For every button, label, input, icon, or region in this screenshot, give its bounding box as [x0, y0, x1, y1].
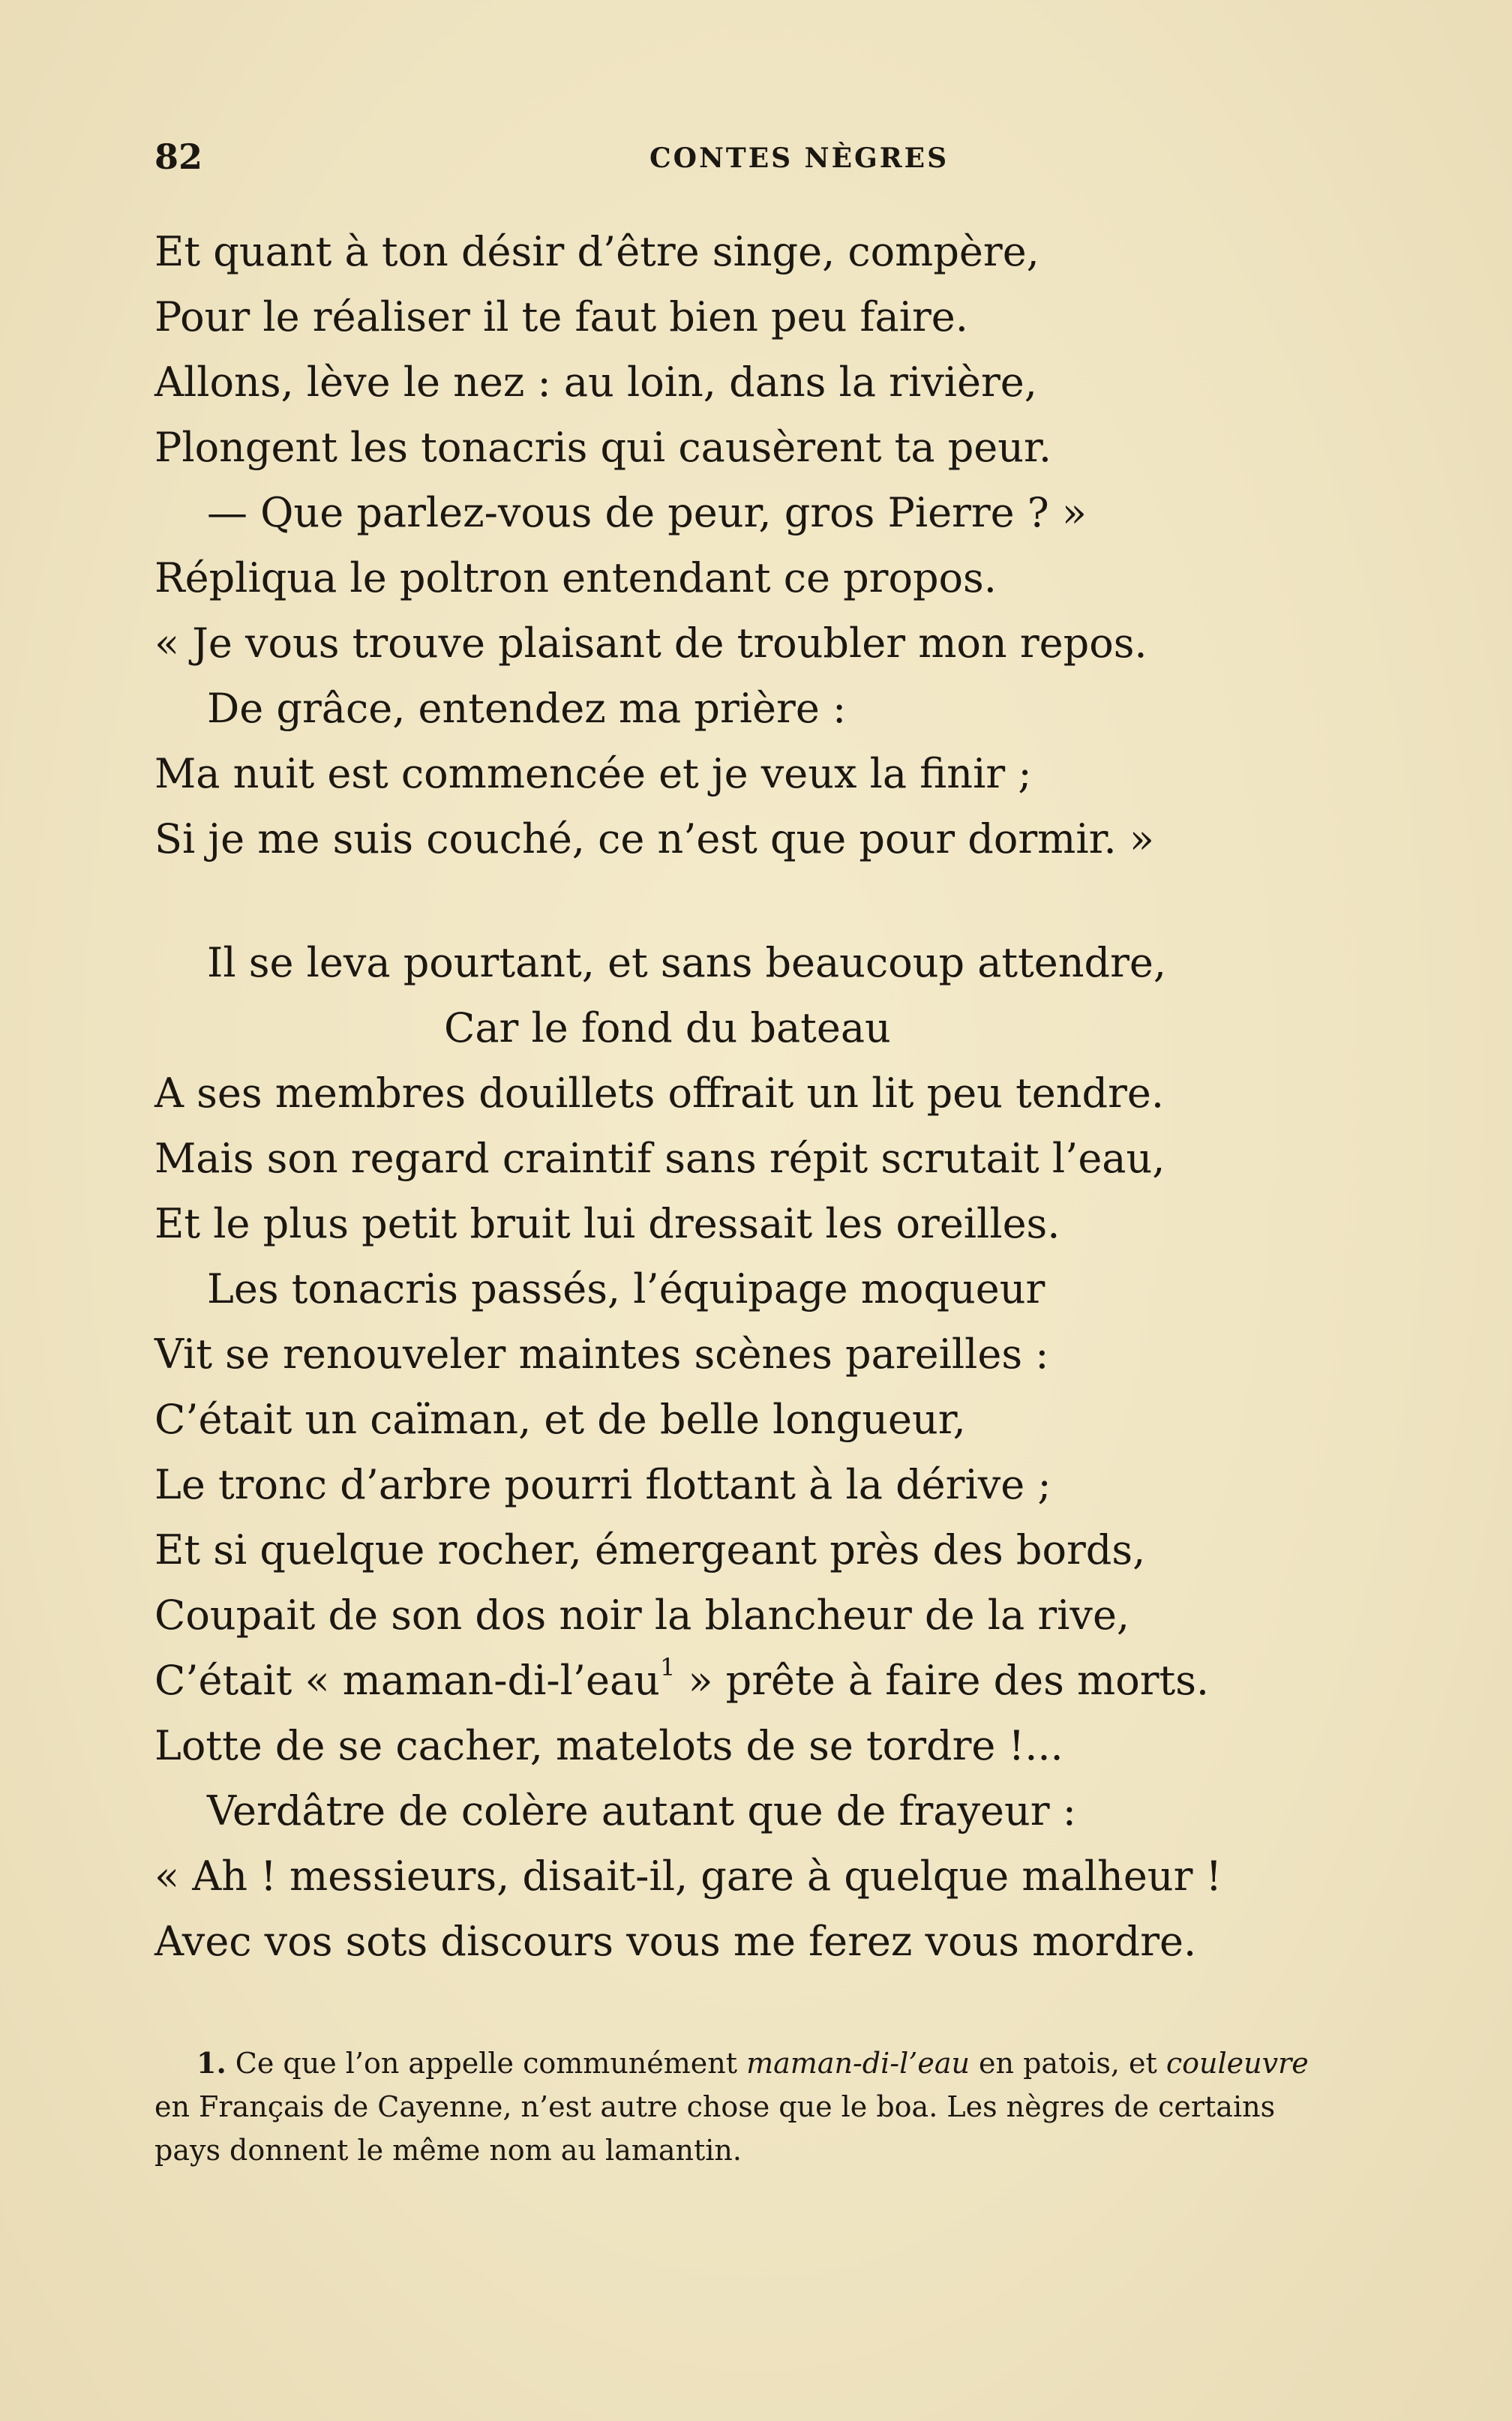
footnote-number: 1. [196, 2046, 226, 2080]
verse-line: « Je vous trouve plaisant de troubler mon repos. [154, 620, 1148, 667]
footnote-italic-term: couleuvre [1166, 2047, 1309, 2080]
verse-line: « Ah ! messieurs, disait-il, gare à quelque malheur ! [154, 1852, 1222, 1900]
footnote-text: Ce que l’on appelle communément [226, 2047, 747, 2080]
verse-line: Allons, lève le nez : au loin, dans la rivière, [154, 358, 1037, 406]
verse-line: Et quant à ton désir d’être singe, compère, [154, 228, 1040, 275]
verse-line: Les tonacris passés, l’équipage moqueur [207, 1265, 1046, 1312]
verse-line: Répliqua le poltron entendant ce propos. [154, 554, 997, 602]
page-header [154, 136, 1272, 182]
verse-line: Il se leva pourtant, et sans beaucoup attendre, [207, 939, 1167, 986]
footnote-italic-term: maman-di-l’eau [746, 2047, 970, 2080]
verse-line: Car le fond du bateau [444, 1004, 891, 1052]
verse-line: Si je me suis couché, ce n’est que pour dormir. » [154, 815, 1154, 862]
footnote-line: pays donnent le même nom au lamantin. [154, 2134, 742, 2167]
verse-line: Et si quelque rocher, émergeant près des bords, [154, 1526, 1146, 1574]
verse-line: Mais son regard craintif sans répit scrutait l’eau, [154, 1135, 1166, 1182]
footnote [154, 2042, 1422, 2172]
footnote-line [154, 2042, 1422, 2085]
verse-line: Vit se renouveler maintes scènes pareilles : [154, 1330, 1049, 1378]
verse-line: C’était un caïman, et de belle longueur, [154, 1396, 966, 1443]
verse-line: Ma nuit est commencée et je veux la finir ; [154, 750, 1032, 797]
verse-line: Plongent les tonacris qui causèrent ta peur. [154, 424, 1052, 471]
verse-line: Pour le réaliser il te faut bien peu faire. [154, 293, 968, 340]
verse-line: A ses membres douillets offrait un lit peu tendre. [154, 1070, 1165, 1117]
verse-line: — Que parlez-vous de peur, gros Pierre ? » [207, 489, 1087, 536]
footnote-line: en Français de Cayenne, n’est autre chose que le boa. Les nègres de certains [154, 2090, 1276, 2123]
verse-text: » prête à faire des morts. [675, 1657, 1210, 1704]
page-number: 82 [154, 136, 203, 177]
verse-line: De grâce, entendez ma prière : [207, 685, 847, 732]
footnote-reference: 1 [659, 1653, 676, 1682]
footnote-text: en patois, et [969, 2047, 1166, 2080]
poem-stanza-2 [154, 930, 1354, 1974]
verse-line-with-footnote-ref [154, 1648, 1354, 1713]
running-title: CONTES NÈGRES [650, 142, 950, 174]
poem-stanza-1 [154, 219, 1354, 872]
verse-text: C’était « maman-di-l’eau [154, 1657, 660, 1704]
verse-line: Avec vos sots discours vous me ferez vous mordre. [154, 1918, 1197, 1965]
verse-line: Et le plus petit bruit lui dressait les oreilles. [154, 1200, 1060, 1247]
verse-line: Lotte de se cacher, matelots de se tordre !... [154, 1722, 1064, 1769]
verse-line: Coupait de son dos noir la blancheur de la rive, [154, 1592, 1130, 1639]
verse-line: Verdâtre de colère autant que de frayeur : [207, 1787, 1076, 1834]
verse-line: Le tronc d’arbre pourri flottant à la dérive ; [154, 1461, 1052, 1508]
